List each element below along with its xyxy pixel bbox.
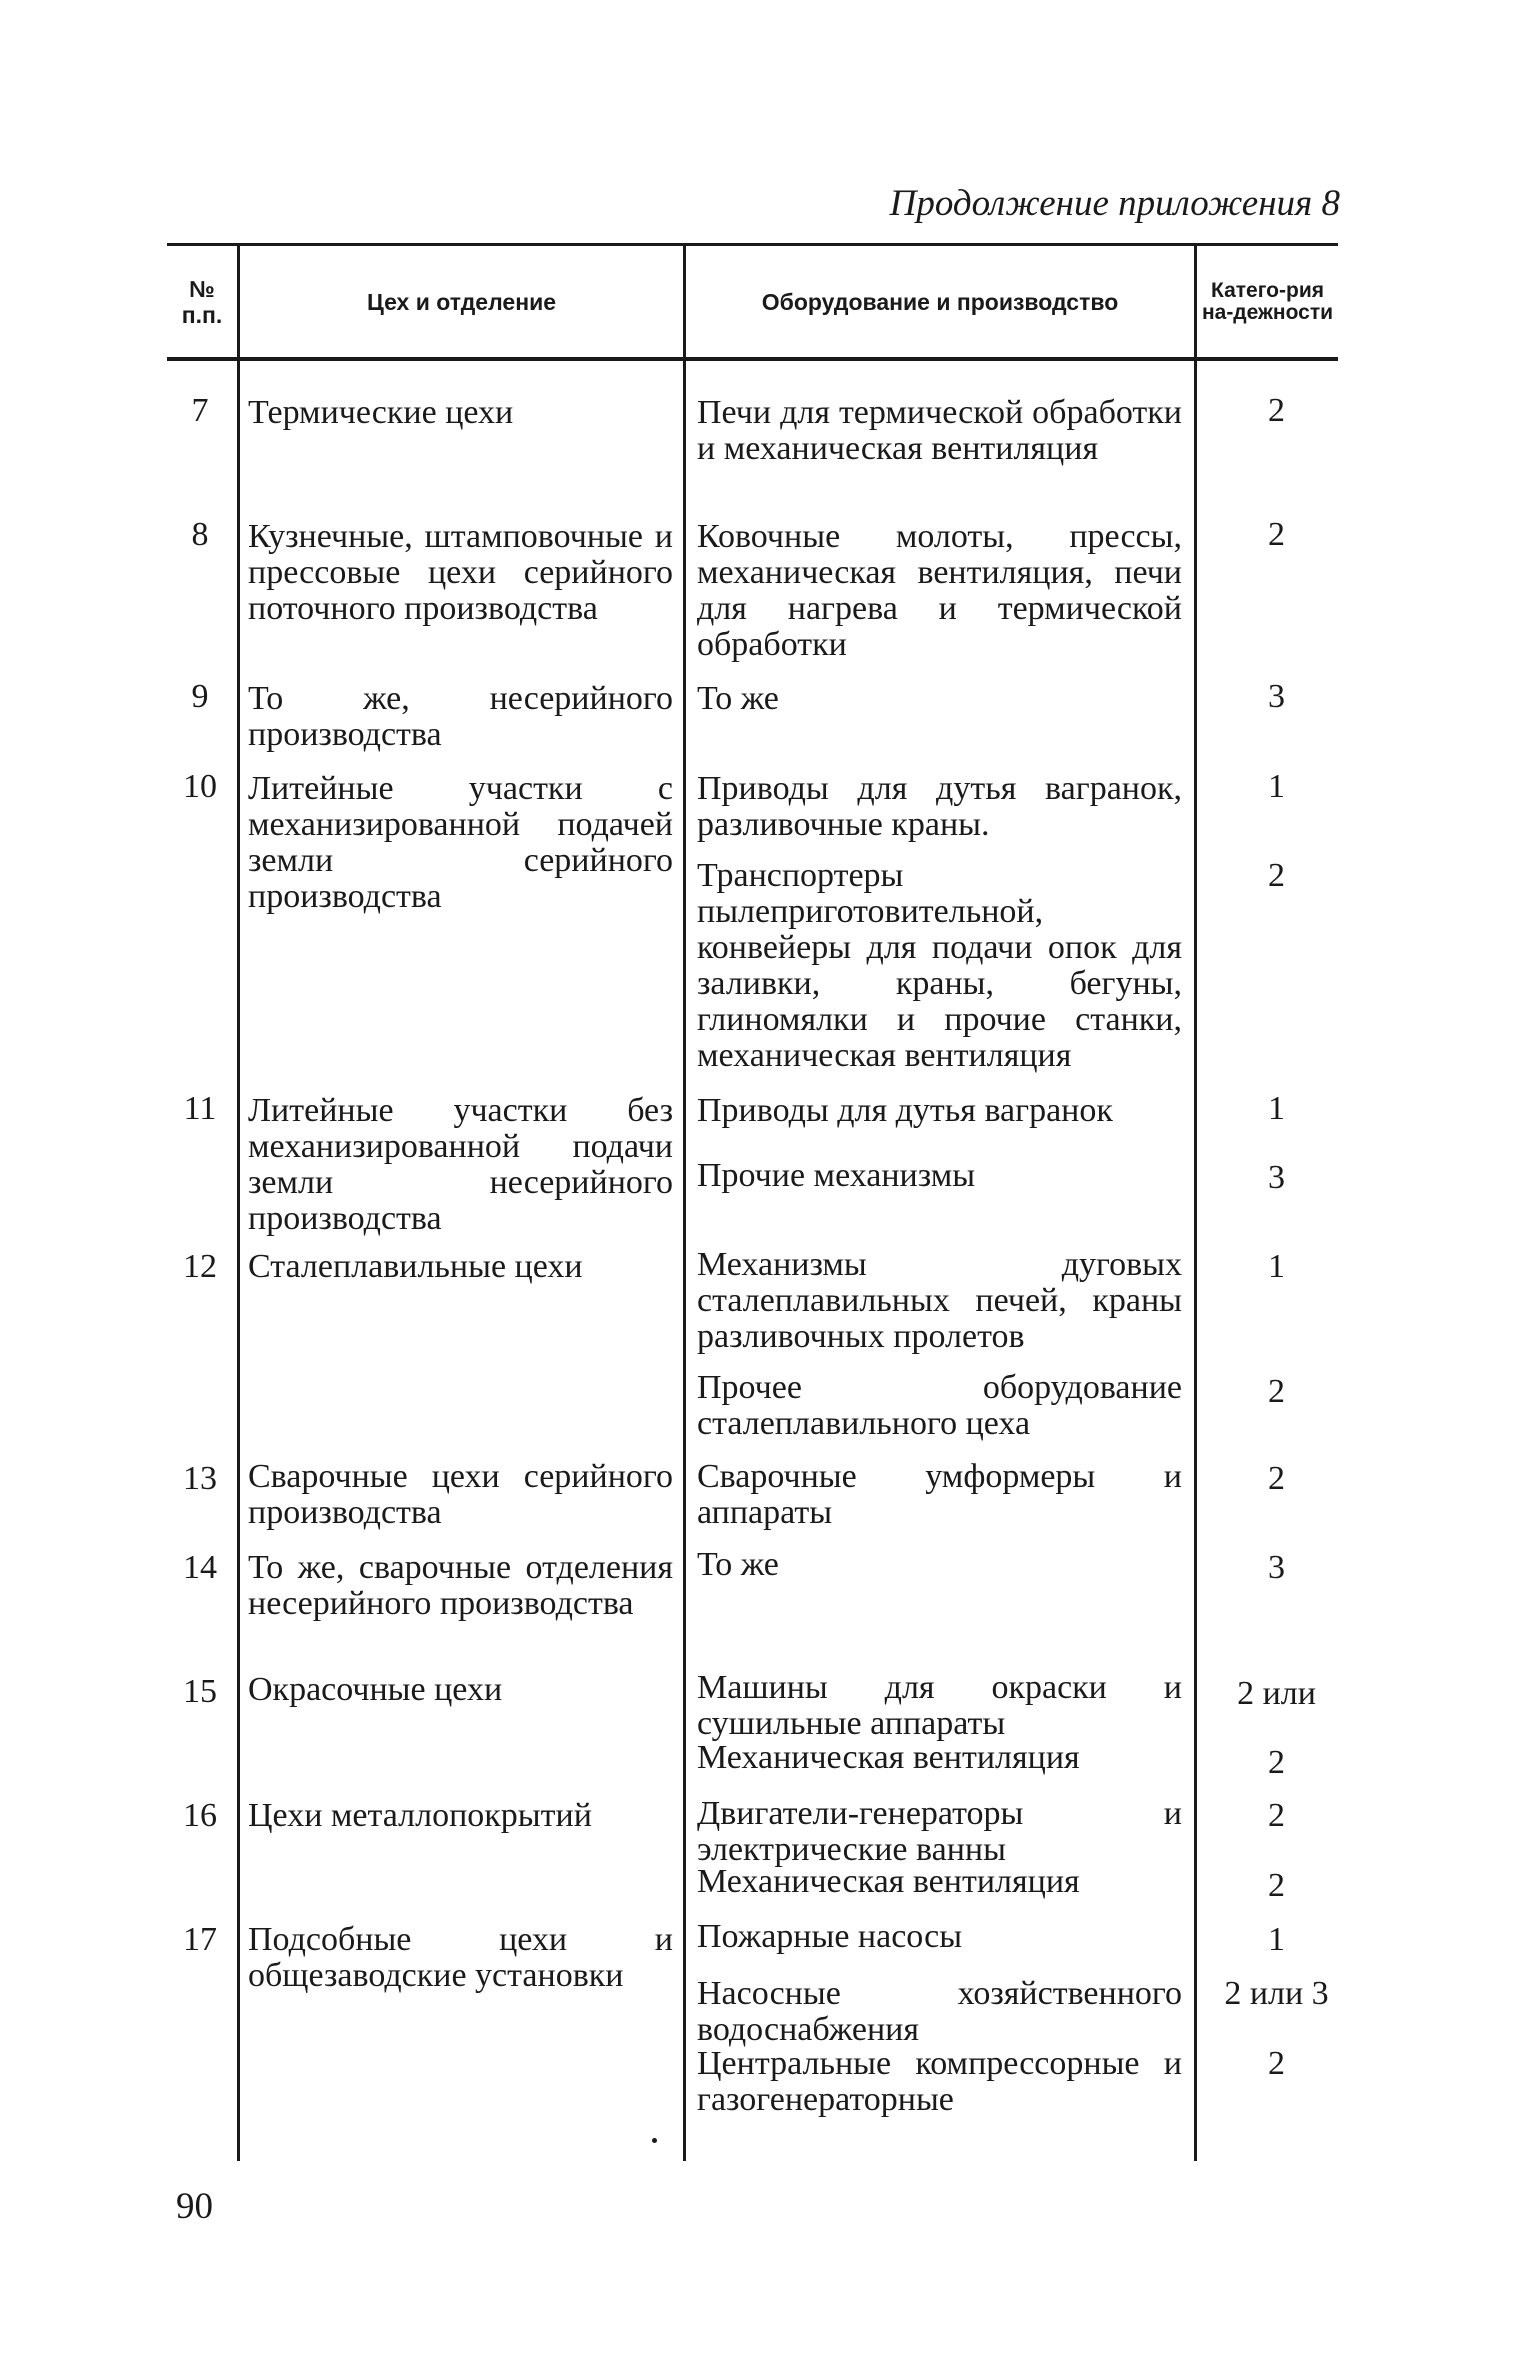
column-divider-2 bbox=[683, 243, 686, 2161]
row-number: 16 bbox=[183, 1797, 217, 1834]
row-equipment: Ковочные молоты, прессы, механическая вентиляция, печи для нагрева и термической обработки bbox=[697, 518, 1182, 663]
row-shop: То же, несерийного производства bbox=[248, 680, 673, 753]
table-caption: Продолжение приложения 8 bbox=[889, 183, 1340, 224]
row-category: 2 bbox=[1268, 1744, 1285, 1781]
header-bottom-rule bbox=[167, 357, 1338, 361]
row-category: 2 bbox=[1268, 516, 1285, 553]
row-category: 1 bbox=[1268, 1090, 1285, 1127]
row-number: 10 bbox=[183, 768, 217, 805]
row-category: 2 bbox=[1268, 392, 1285, 429]
row-equipment: Механизмы дуговых сталеплавильных печей, краны разливочных пролетов bbox=[697, 1246, 1182, 1355]
row-equipment: Печи для термической обработки и механическая вентиляция bbox=[697, 394, 1182, 467]
row-equipment: То же bbox=[697, 680, 779, 717]
row-equipment: Центральные компрессорные и газогенераторные bbox=[697, 2045, 1182, 2118]
row-category: 3 bbox=[1268, 1549, 1285, 1586]
row-category: 2 bbox=[1268, 1797, 1285, 1834]
row-equipment: Механическая вентиляция bbox=[697, 1739, 1080, 1776]
row-number: 8 bbox=[191, 516, 209, 553]
row-number: 13 bbox=[183, 1460, 217, 1497]
row-equipment: Приводы для дутья вагранок bbox=[697, 1092, 1113, 1129]
row-number: 14 bbox=[183, 1549, 217, 1586]
row-shop: Кузнечные, штамповочные и прессовые цехи серийного поточного производства bbox=[248, 518, 673, 627]
row-category: 2 bbox=[1268, 1460, 1285, 1497]
row-category: 2 bbox=[1268, 857, 1285, 894]
header-number: № п.п. bbox=[181, 275, 223, 328]
row-equipment: Механическая вентиляция bbox=[697, 1863, 1080, 1900]
row-equipment: Машины для окраски и сушильные аппараты bbox=[697, 1669, 1182, 1742]
row-category: 1 bbox=[1268, 1248, 1285, 1285]
row-number: 7 bbox=[191, 392, 209, 429]
row-category: 1 bbox=[1268, 768, 1285, 805]
row-category: 2 bbox=[1268, 1373, 1285, 1410]
row-equipment: Насосные хозяйственного водоснабжения bbox=[697, 1975, 1182, 2048]
row-category: 3 bbox=[1268, 678, 1285, 715]
row-equipment: Двигатели-генераторы и электрические ванны bbox=[697, 1795, 1182, 1868]
row-shop: Окрасочные цехи bbox=[248, 1671, 503, 1708]
row-shop: Сварочные цехи серийного производства bbox=[248, 1458, 673, 1531]
row-shop: Цехи металлопокрытий bbox=[248, 1797, 592, 1834]
row-category: 3 bbox=[1268, 1159, 1285, 1196]
row-number: 11 bbox=[183, 1090, 217, 1127]
row-category: 2 bbox=[1268, 2045, 1285, 2082]
row-shop: Литейные участки с механизированной подачей земли серийного производства bbox=[248, 770, 673, 915]
row-equipment: Прочее оборудование сталеплавильного цеха bbox=[697, 1369, 1182, 1442]
row-number: 12 bbox=[183, 1248, 217, 1285]
row-equipment: Приводы для дутья вагранок, разливочные краны. bbox=[697, 770, 1182, 843]
row-shop: Подсобные цехи и общезаводские установки bbox=[248, 1921, 673, 1994]
header-category: Катего-рия на-дежности bbox=[1201, 278, 1334, 324]
row-category: 1 bbox=[1268, 1921, 1285, 1958]
row-number: 17 bbox=[183, 1921, 217, 1958]
row-equipment: Транспортеры пылеприготовительной, конвейеры для подачи опок для заливки, краны, бегуны, глиномялки и прочие станки, механическая вентиляция bbox=[697, 857, 1182, 1074]
row-number: 15 bbox=[183, 1673, 217, 1710]
row-category: 2 или 3 bbox=[1224, 1975, 1329, 2012]
header-equipment: Оборудование и производство bbox=[761, 288, 1119, 315]
row-shop: Термические цехи bbox=[248, 394, 514, 431]
row-equipment: Пожарные насосы bbox=[697, 1918, 963, 1955]
row-shop: Сталеплавильные цехи bbox=[248, 1248, 583, 1285]
row-category: 2 bbox=[1268, 1867, 1285, 1904]
column-divider-1 bbox=[237, 243, 240, 2161]
header-shop: Цех и отделение bbox=[366, 288, 557, 315]
row-category: 2 или bbox=[1237, 1675, 1316, 1712]
print-speck bbox=[652, 2138, 657, 2143]
row-equipment: То же bbox=[697, 1546, 779, 1583]
row-equipment: Прочие механизмы bbox=[697, 1157, 976, 1194]
page-number: 90 bbox=[176, 2186, 213, 2227]
row-shop: Литейные участки без механизированной подачи земли несерийного производства bbox=[248, 1092, 673, 1237]
row-equipment: Сварочные умформеры и аппараты bbox=[697, 1458, 1182, 1531]
row-shop: То же, сварочные отделения несерийного производства bbox=[248, 1549, 673, 1622]
row-number: 9 bbox=[191, 678, 209, 715]
